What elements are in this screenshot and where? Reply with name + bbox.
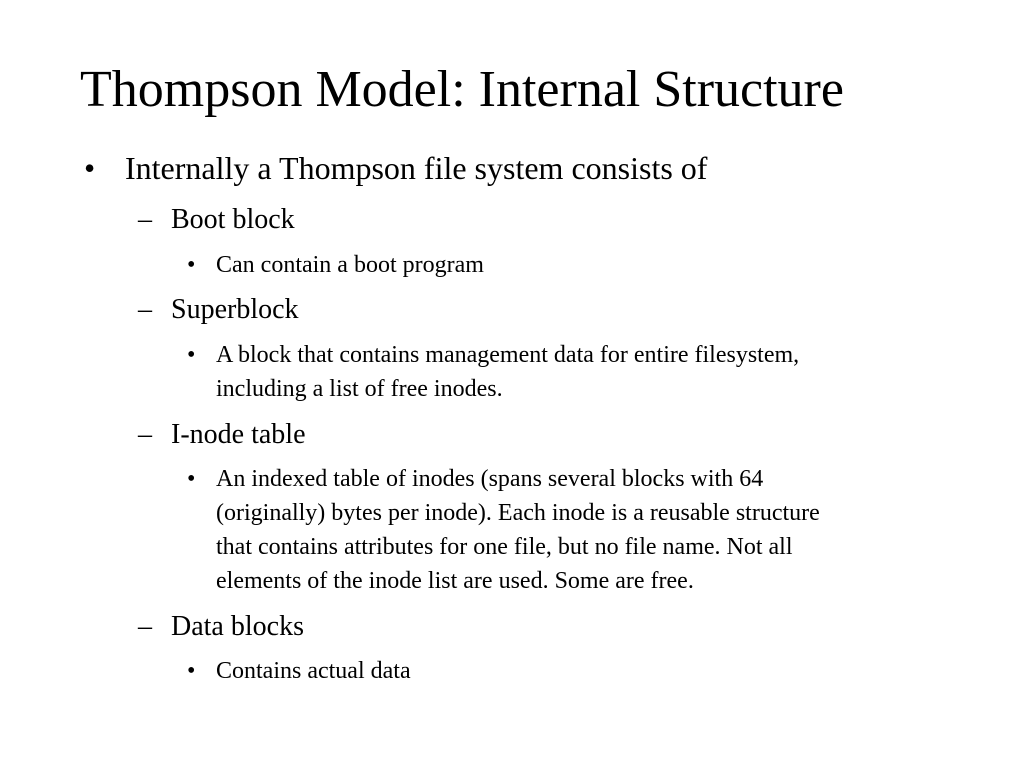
bullet-marker: • bbox=[187, 658, 196, 684]
item-boot-block-detail bbox=[187, 248, 967, 282]
item-data-blocks-detail bbox=[187, 654, 967, 688]
item-detail-text: Can contain a boot program bbox=[216, 252, 484, 278]
dash-marker: – bbox=[138, 419, 152, 450]
item-label: Boot block bbox=[171, 204, 295, 235]
dash-marker: – bbox=[138, 204, 152, 235]
item-inode-table-detail bbox=[187, 462, 967, 598]
slide-title: Thompson Model: Internal Structure bbox=[80, 61, 844, 118]
dash-marker: – bbox=[138, 294, 152, 325]
item-label: Data blocks bbox=[171, 611, 304, 642]
dash-marker: – bbox=[138, 611, 152, 642]
bullet-marker: • bbox=[187, 466, 196, 492]
item-label: I-node table bbox=[171, 419, 306, 450]
bullet-marker: • bbox=[187, 252, 196, 278]
item-label: Superblock bbox=[171, 294, 299, 325]
bullet-marker: • bbox=[84, 150, 96, 186]
item-detail-text: A block that contains management data for entire filesystem, including a list of free inodes. bbox=[216, 342, 800, 402]
item-superblock-detail bbox=[187, 338, 967, 406]
bullet-marker: • bbox=[187, 342, 196, 368]
item-detail-text: An indexed table of inodes (spans several blocks with 64 (originally) bytes per inode). Each inode is a reusable structure that contains attributes for one file, but no file name. Not all elements of the inode list are used. Some are free. bbox=[216, 466, 820, 594]
item-detail-text: Contains actual data bbox=[216, 658, 411, 684]
main-bullet-text: Internally a Thompson file system consists of bbox=[125, 150, 708, 186]
